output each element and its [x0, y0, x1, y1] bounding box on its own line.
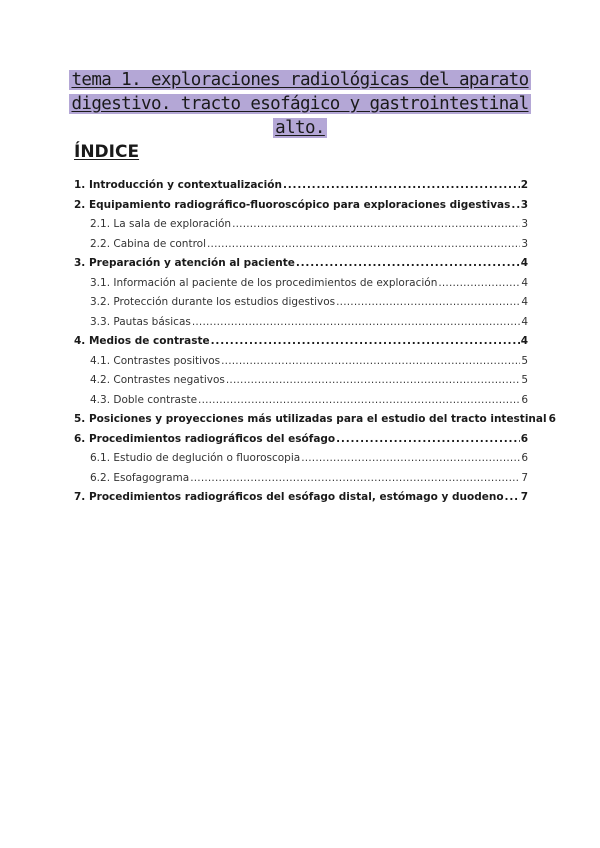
toc-entry[interactable] [74, 316, 528, 336]
toc-entry-label: 3.1. Información al paciente de los procedimientos de exploración [90, 276, 438, 289]
toc-leader-dots [336, 296, 520, 308]
toc-entry[interactable] [74, 433, 528, 453]
toc-entry-label: 6.2. Esofagograma [90, 471, 190, 484]
toc-leader-dots [190, 472, 520, 484]
toc-entry-label: 2. Equipamiento radiográfico-fluoroscópico para exploraciones digestivas [74, 198, 511, 211]
toc-entry-page: 6 [548, 413, 556, 425]
title-line-3: alto. [275, 118, 325, 138]
toc-entry-label: 3. Preparación y atención al paciente [74, 257, 295, 269]
toc-entry-label: 6.1. Estudio de deglución o fluoroscopia [90, 452, 301, 464]
title-line-1: tema 1. exploraciones radiológicas del aparato [71, 70, 529, 90]
toc-leader-dots [511, 199, 519, 211]
toc-leader-dots [283, 179, 520, 191]
toc-entry[interactable] [74, 394, 528, 414]
toc-leader-dots [207, 238, 520, 250]
toc-entry-label: 4.1. Contrastes positivos [90, 354, 221, 367]
toc-entry[interactable] [74, 452, 528, 472]
toc-entry[interactable] [74, 277, 528, 297]
toc-leader-dots [438, 277, 520, 289]
table-of-contents [74, 179, 556, 511]
toc-entry-page: 6 [520, 432, 528, 445]
toc-entry-label: 4. Medios de contraste [74, 335, 210, 347]
toc-leader-dots [505, 491, 520, 503]
toc-entry-label: 4.3. Doble contraste [90, 393, 198, 406]
toc-entry-label: 1. Introducción y contextualización [74, 179, 282, 191]
toc-entry-label: 6. Procedimientos radiográficos del esófago [74, 432, 336, 445]
index-heading: ÍNDICE [74, 142, 140, 162]
toc-entry[interactable] [74, 199, 528, 219]
toc-leader-dots [296, 257, 520, 269]
toc-entry-page: 3 [521, 237, 528, 250]
document-title [60, 68, 540, 140]
toc-leader-dots [221, 355, 520, 367]
toc-entry-page: 3 [521, 218, 528, 230]
toc-leader-dots [198, 394, 520, 406]
toc-entry[interactable] [74, 335, 528, 355]
toc-entry[interactable] [74, 218, 528, 238]
toc-leader-dots [192, 316, 520, 328]
toc-leader-dots [226, 374, 520, 386]
toc-entry[interactable] [74, 355, 528, 375]
toc-entry-label: 3.3. Pautas básicas [90, 315, 191, 328]
toc-entry-page: 6 [521, 393, 528, 406]
toc-entry-label: 2.2. Cabina de control [90, 237, 207, 250]
toc-entry-page: 4 [520, 335, 528, 347]
toc-entry[interactable] [74, 238, 528, 258]
toc-entry[interactable] [74, 472, 528, 492]
toc-entry-page: 7 [520, 491, 528, 503]
toc-entry-page: 2 [520, 179, 528, 191]
toc-entry-page: 4 [521, 296, 528, 308]
toc-entry[interactable] [74, 179, 528, 199]
toc-entry[interactable] [74, 413, 556, 433]
toc-entry-label: 7. Procedimientos radiográficos del esófago distal, estómago y duodeno [74, 491, 504, 503]
toc-entry-label: 4.2. Contrastes negativos [90, 374, 225, 386]
toc-entry-page: 5 [521, 354, 528, 367]
toc-entry-page: 4 [521, 315, 528, 328]
toc-entry[interactable] [74, 374, 528, 394]
toc-entry-label: 2.1. La sala de exploración [90, 218, 232, 230]
toc-entry-page: 5 [521, 374, 528, 386]
toc-entry-page: 4 [520, 257, 528, 269]
toc-entry-label: 3.2. Protección durante los estudios digestivos [90, 296, 336, 308]
toc-entry-page: 4 [521, 276, 528, 289]
toc-leader-dots [336, 433, 520, 445]
toc-entry[interactable] [74, 491, 528, 511]
toc-entry-page: 7 [521, 471, 528, 484]
title-line-2: digestivo. tracto esofágico y gastrointestinal [71, 94, 529, 114]
toc-leader-dots [301, 452, 520, 464]
toc-leader-dots [232, 218, 520, 230]
toc-entry-page: 6 [521, 452, 528, 464]
toc-leader-dots [211, 335, 520, 347]
toc-entry[interactable] [74, 257, 528, 277]
toc-entry-page: 3 [520, 198, 528, 211]
toc-entry-label: 5. Posiciones y proyecciones más utilizadas para el estudio del tracto intestinal [74, 413, 547, 425]
toc-entry[interactable] [74, 296, 528, 316]
